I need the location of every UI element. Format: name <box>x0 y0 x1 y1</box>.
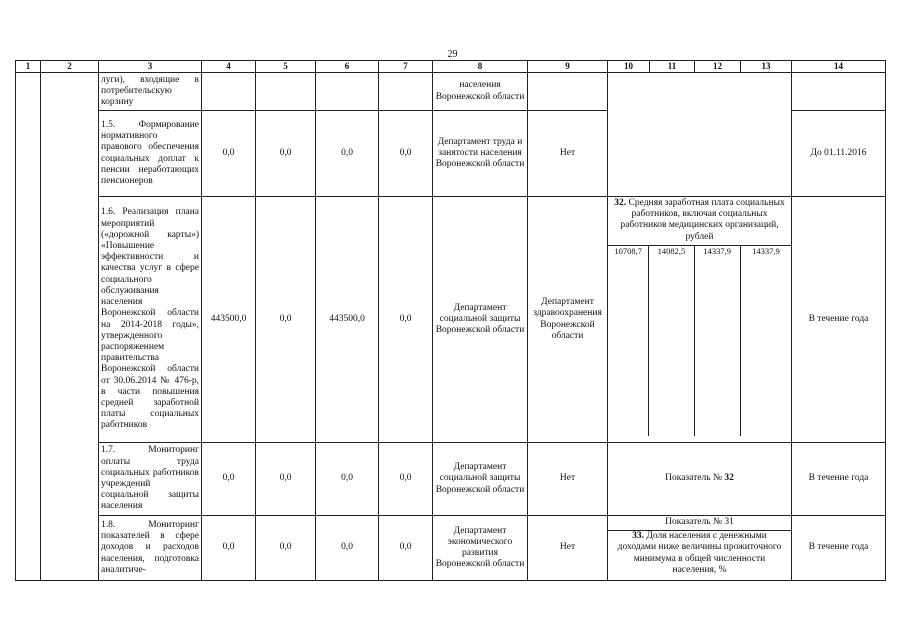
cell-col2 <box>41 73 99 581</box>
row-executor: Департамент экономического развития Воронежской области <box>433 516 528 581</box>
indicator-reference <box>608 443 792 516</box>
col-header: 2 <box>41 61 99 73</box>
row-coexecutor: Нет <box>528 516 608 581</box>
indicator-number: 33. <box>632 531 645 542</box>
indicator-number: 32. <box>614 198 627 208</box>
cell-col5: 0,0 <box>256 197 316 443</box>
cell-col7: 0,0 <box>379 111 433 197</box>
row-executor: Департамент социальной защиты Воронежской области <box>433 443 528 516</box>
row-term: В течение года <box>792 197 886 443</box>
table-row <box>16 197 886 443</box>
cell-col4: 0,0 <box>202 111 256 197</box>
col-header: 1 <box>16 61 41 73</box>
header-row <box>16 61 886 73</box>
cell-col5: 0,0 <box>256 516 316 581</box>
row-coexecutor: Нет <box>528 443 608 516</box>
row-term: До 01.11.2016 <box>792 111 886 197</box>
col-header: 9 <box>528 61 608 73</box>
row-executor: Департамент труда и занятости населения Воронежской области <box>433 111 528 197</box>
cell-col4 <box>202 73 256 111</box>
row-term <box>792 73 886 111</box>
indicator-text: Доля населения с денежными доходами ниже величины прожиточного минимума в общей численности населения, % <box>617 531 782 575</box>
page-number: 29 <box>447 49 458 60</box>
col-header: 14 <box>792 61 886 73</box>
row-coexecutor <box>528 73 608 111</box>
cell-col7 <box>379 73 433 111</box>
col-header: 3 <box>99 61 202 73</box>
cell-col6: 0,0 <box>316 516 379 581</box>
indicator-text: Средняя заработная плата социальных работников, включая социальных работников медицинских организаций, рублей <box>620 198 785 242</box>
col-header: 8 <box>433 61 528 73</box>
indicator-title <box>610 198 789 243</box>
row-term: В течение года <box>792 443 886 516</box>
cell-col5: 0,0 <box>256 111 316 197</box>
indicator-ref-label: Показатель № <box>665 473 723 484</box>
col-header: 5 <box>256 61 316 73</box>
row-coexecutor: Департамент здравоохранения Воронежской области <box>528 197 608 443</box>
row-coexecutor: Нет <box>528 111 608 197</box>
cell-col6: 443500,0 <box>316 197 379 443</box>
empty-indicator-cell <box>608 73 792 197</box>
cell-col4: 443500,0 <box>202 197 256 443</box>
row-term: В течение года <box>792 516 886 581</box>
cell-col5 <box>256 73 316 111</box>
cell-col7: 0,0 <box>379 197 433 443</box>
table-row <box>16 443 886 516</box>
cell-col6 <box>316 73 379 111</box>
indicator-value: 14082,5 <box>649 246 694 436</box>
row-description: 1.7. Мониторинг оплаты труда социальных работников учреждений социальной защиты населения <box>99 443 202 516</box>
cell-col5: 0,0 <box>256 443 316 516</box>
indicator-cell <box>608 197 792 443</box>
col-header: 11 <box>650 61 695 73</box>
program-table <box>15 60 886 581</box>
cell-col7: 0,0 <box>379 443 433 516</box>
col-header: 10 <box>608 61 650 73</box>
cell-col4: 0,0 <box>202 443 256 516</box>
cell-col4: 0,0 <box>202 516 256 581</box>
indicator-value: 10708,7 <box>608 246 649 436</box>
cell-col1 <box>16 73 41 581</box>
col-header: 7 <box>379 61 433 73</box>
row-executor: Департамент социальной защиты Воронежской области <box>433 197 528 443</box>
indicator-value: 14337,9 <box>695 246 741 436</box>
row-description: 1.8. Мониторинг показателей в сфере доходов и расходов населения, подготовка аналитиче- <box>99 516 202 581</box>
indicator-title <box>608 530 791 576</box>
table-row <box>16 73 886 111</box>
cell-col6: 0,0 <box>316 443 379 516</box>
cell-col6: 0,0 <box>316 111 379 197</box>
indicator-reference: Показатель № 31 <box>665 517 734 527</box>
row-description: 1.6. Реализация плана мероприятий («дорожной карты») «Повышение эффективности и качества услуг в сфере социального обслуживания населения Воронежской области на 2014-2018 годы», утвержденного распоряжением правительства Воронежской области от 30.06.2014 № 476-р, в части повышения средней заработной платы социальных работников <box>99 197 202 443</box>
col-header: 13 <box>741 61 792 73</box>
col-header: 6 <box>316 61 379 73</box>
indicator-values <box>608 245 791 436</box>
row-executor: населения Воронежской области <box>433 73 528 111</box>
col-header: 12 <box>695 61 741 73</box>
row-description: 1.5. Формирование нормативного правового обеспечения социальных доплат к пенсии неработающих пенсионеров <box>99 111 202 197</box>
indicator-ref-number: 32 <box>724 473 734 484</box>
cell-col7: 0,0 <box>379 516 433 581</box>
table-row <box>16 516 886 581</box>
indicator-value: 14337,9 <box>752 245 780 256</box>
row-description: луги), входящие в потребительскую корзину <box>99 73 202 111</box>
indicator-cell <box>608 516 792 581</box>
col-header: 4 <box>202 61 256 73</box>
